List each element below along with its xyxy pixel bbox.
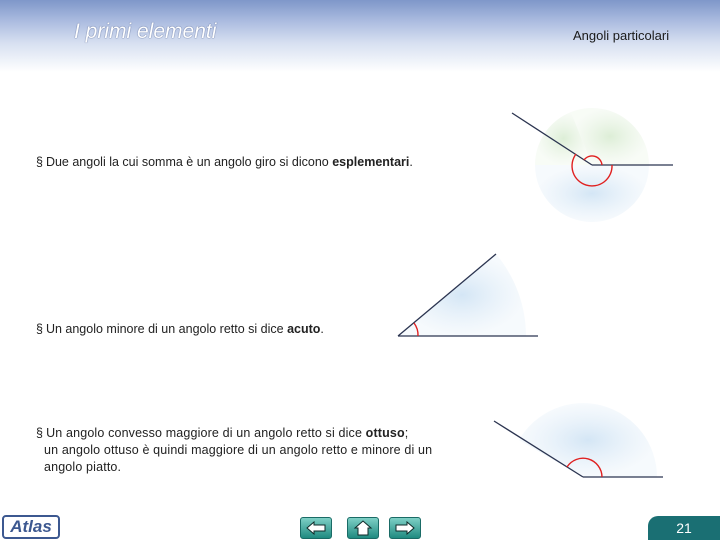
obtuse-sector <box>519 403 657 477</box>
figure-ottuso <box>494 403 663 477</box>
acute-sector <box>398 254 526 336</box>
figure-acuto <box>398 254 538 336</box>
bullet-text: Un angolo convesso maggiore di un angolo retto si dice <box>46 426 366 440</box>
home-icon <box>353 520 373 536</box>
arrow-right-icon <box>394 521 416 535</box>
bullet-end: . <box>320 322 324 336</box>
page-title: I primi elementi <box>74 20 217 43</box>
bullet-term: esplementari <box>332 155 410 169</box>
prev-button[interactable] <box>300 517 332 539</box>
arrow-left-icon <box>305 521 327 535</box>
section-title: Angoli particolari <box>573 28 670 43</box>
home-button[interactable] <box>347 517 379 539</box>
bullet-end: . <box>409 155 413 169</box>
page-number-badge <box>648 516 720 540</box>
page-number: 21 <box>676 520 692 536</box>
next-button[interactable] <box>389 517 421 539</box>
bullet-term: acuto <box>287 322 321 336</box>
bullet-text: Due angoli la cui somma è un angolo giro si dicono <box>45 155 333 169</box>
bullet-term: ottuso <box>365 426 405 440</box>
figure-esplementari <box>512 108 673 222</box>
bullet-end: ; <box>404 426 409 440</box>
bullet-marker: § <box>36 155 43 169</box>
reflex-sector <box>535 165 649 222</box>
logo-text: Atlas <box>10 517 52 536</box>
bullet-marker: § <box>36 426 44 440</box>
bullet-text-continued: un angolo ottuso è quindi maggiore di un angolo retto e minore di un angolo piatto. <box>44 443 433 474</box>
atlas-logo <box>2 515 60 539</box>
bullet-marker: § <box>36 322 43 336</box>
bullet-text: Un angolo minore di un angolo retto si dice <box>45 322 288 336</box>
